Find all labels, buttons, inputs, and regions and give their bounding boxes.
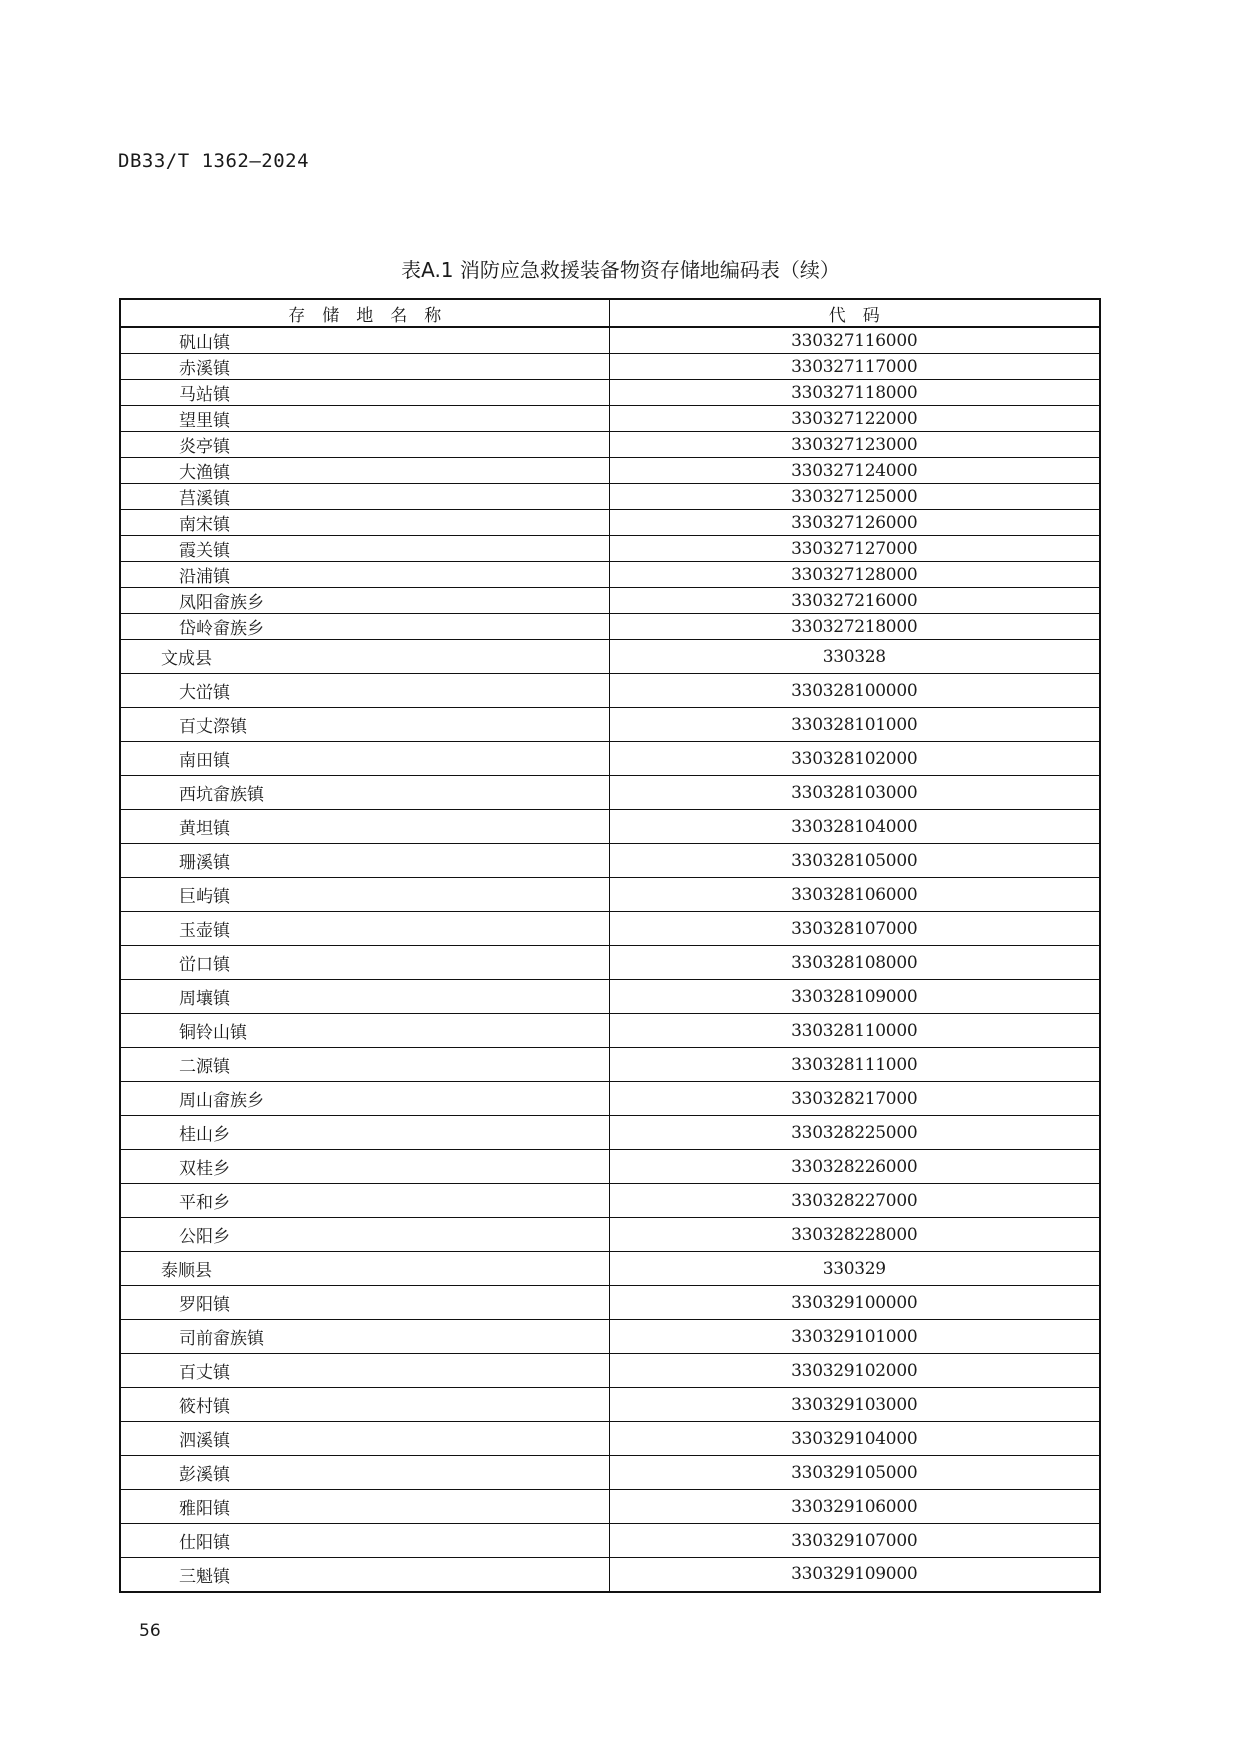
code-cell: 330328105000 [609,844,1100,878]
code-cell: 330327218000 [609,614,1100,640]
table-row [120,458,1100,484]
town-name-cell: 西坑畲族镇 [120,776,609,810]
town-name-cell: 双桂乡 [120,1150,609,1184]
code-cell: 330328225000 [609,1116,1100,1150]
table-row [120,510,1100,536]
table-row [120,380,1100,406]
table-row [120,878,1100,912]
code-cell: 330328109000 [609,980,1100,1014]
town-name-cell: 巨屿镇 [120,878,609,912]
table-row [120,912,1100,946]
code-cell: 330328103000 [609,776,1100,810]
code-cell: 330327122000 [609,406,1100,432]
storage-code-table [119,298,1101,1593]
code-cell: 330328102000 [609,742,1100,776]
table-row [120,614,1100,640]
code-cell: 330329107000 [609,1524,1100,1558]
code-cell: 330329 [609,1252,1100,1286]
town-name-cell: 黄坦镇 [120,810,609,844]
code-cell: 330329102000 [609,1354,1100,1388]
town-name-cell: 百丈漈镇 [120,708,609,742]
code-cell: 330327116000 [609,327,1100,354]
town-name-cell: 司前畲族镇 [120,1320,609,1354]
table-row [120,810,1100,844]
table-row [120,432,1100,458]
code-cell: 330329103000 [609,1388,1100,1422]
document-code: DB33/T 1362—2024 [118,150,310,172]
table-row [120,946,1100,980]
table-row [120,1524,1100,1558]
town-name-cell: 百丈镇 [120,1354,609,1388]
table-row [120,1388,1100,1422]
table-row [120,1082,1100,1116]
town-name-cell: 岱岭畲族乡 [120,614,609,640]
code-cell: 330328106000 [609,878,1100,912]
town-name-cell: 珊溪镇 [120,844,609,878]
table-row [120,1116,1100,1150]
table-row [120,708,1100,742]
code-cell: 330329105000 [609,1456,1100,1490]
header-storage-name: 存 储 地 名 称 [120,299,609,327]
code-cell: 330329104000 [609,1422,1100,1456]
code-cell: 330327126000 [609,510,1100,536]
town-name-cell: 沿浦镇 [120,562,609,588]
town-name-cell: 铜铃山镇 [120,1014,609,1048]
table-row [120,980,1100,1014]
table-row [120,844,1100,878]
town-name-cell: 罗阳镇 [120,1286,609,1320]
code-cell: 330328104000 [609,810,1100,844]
county-name-cell: 文成县 [120,640,609,674]
table-row [120,1048,1100,1082]
table-row [120,742,1100,776]
code-cell: 330329106000 [609,1490,1100,1524]
code-cell: 330328217000 [609,1082,1100,1116]
table-header-row [120,299,1100,327]
town-name-cell: 望里镇 [120,406,609,432]
header-code: 代 码 [609,299,1100,327]
code-cell: 330328227000 [609,1184,1100,1218]
table-row [120,1320,1100,1354]
town-name-cell: 雅阳镇 [120,1490,609,1524]
table-row [120,1014,1100,1048]
code-cell: 330329101000 [609,1320,1100,1354]
town-name-cell: 南宋镇 [120,510,609,536]
code-cell: 330327118000 [609,380,1100,406]
code-cell: 330328 [609,640,1100,674]
town-name-cell: 炎亭镇 [120,432,609,458]
town-name-cell: 三魁镇 [120,1558,609,1592]
table-title: 表A.1 消防应急救援装备物资存储地编码表（续） [401,258,840,282]
code-cell: 330328226000 [609,1150,1100,1184]
table-row [120,406,1100,432]
town-name-cell: 桂山乡 [120,1116,609,1150]
table-row [120,1286,1100,1320]
code-cell: 330328100000 [609,674,1100,708]
table-row [120,1422,1100,1456]
table-row [120,776,1100,810]
table-row [120,1218,1100,1252]
town-name-cell: 公阳乡 [120,1218,609,1252]
town-name-cell: 二源镇 [120,1048,609,1082]
code-cell: 330327128000 [609,562,1100,588]
town-name-cell: 马站镇 [120,380,609,406]
code-cell: 330328101000 [609,708,1100,742]
town-name-cell: 彭溪镇 [120,1456,609,1490]
table-row [120,1558,1100,1592]
table-row [120,588,1100,614]
code-cell: 330327125000 [609,484,1100,510]
town-name-cell: 筱村镇 [120,1388,609,1422]
table-body [120,327,1100,1592]
page-number: 56 [139,1621,161,1641]
town-name-cell: 矾山镇 [120,327,609,354]
table-row [120,640,1100,674]
table-row [120,1354,1100,1388]
town-name-cell: 莒溪镇 [120,484,609,510]
town-name-cell: 赤溪镇 [120,354,609,380]
town-name-cell: 玉壶镇 [120,912,609,946]
town-name-cell: 泗溪镇 [120,1422,609,1456]
code-cell: 330327117000 [609,354,1100,380]
table-row [120,354,1100,380]
town-name-cell: 凤阳畲族乡 [120,588,609,614]
code-cell: 330329100000 [609,1286,1100,1320]
town-name-cell: 大峃镇 [120,674,609,708]
table-row [120,1490,1100,1524]
town-name-cell: 仕阳镇 [120,1524,609,1558]
table-row [120,327,1100,354]
town-name-cell: 南田镇 [120,742,609,776]
town-name-cell: 大渔镇 [120,458,609,484]
code-cell: 330328228000 [609,1218,1100,1252]
code-cell: 330329109000 [609,1558,1100,1592]
code-cell: 330327216000 [609,588,1100,614]
table-row [120,1150,1100,1184]
county-name-cell: 泰顺县 [120,1252,609,1286]
town-name-cell: 周山畲族乡 [120,1082,609,1116]
code-cell: 330328108000 [609,946,1100,980]
code-cell: 330328111000 [609,1048,1100,1082]
table-row [120,536,1100,562]
town-name-cell: 周壤镇 [120,980,609,1014]
code-cell: 330328107000 [609,912,1100,946]
town-name-cell: 霞关镇 [120,536,609,562]
table-row [120,562,1100,588]
code-cell: 330327127000 [609,536,1100,562]
town-name-cell: 平和乡 [120,1184,609,1218]
table-row [120,1456,1100,1490]
table-row [120,484,1100,510]
code-cell: 330328110000 [609,1014,1100,1048]
table-row [120,674,1100,708]
code-cell: 330327124000 [609,458,1100,484]
code-cell: 330327123000 [609,432,1100,458]
table-row [120,1252,1100,1286]
table-row [120,1184,1100,1218]
town-name-cell: 峃口镇 [120,946,609,980]
